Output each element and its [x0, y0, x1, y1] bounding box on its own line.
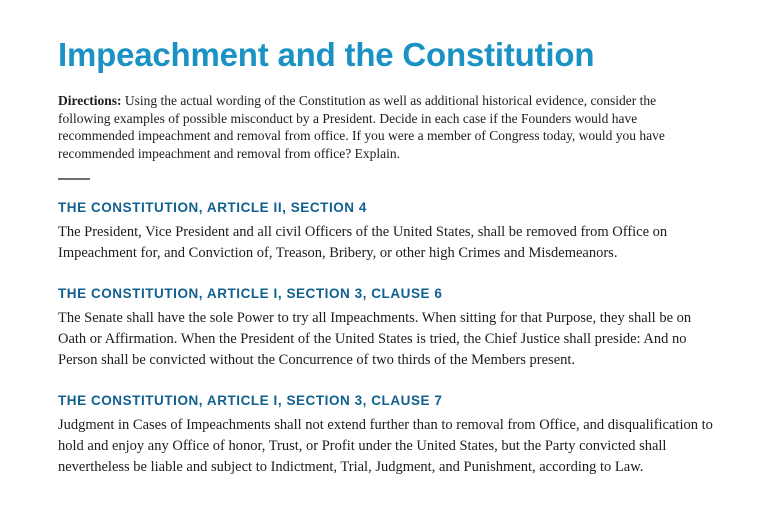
section-body: Judgment in Cases of Impeachments shall not extend further than to removal from Office, and disqualification to hold and enjoy any Office of honor, Trust, or Profit under the United States, but the Party convicted shall nevertheless be liable and subject to Indictment, Trial, Judgment, and Punishment, according to Law.	[58, 417, 713, 475]
section-body: The Senate shall have the sole Power to try all Impeachments. When sitting for that Purpose, they shall be on Oath or Affirmation. When the President of the United States is tried, the Chief Justice shall preside: And no Person shall be convicted without the Concurrence of two thirds of the Members present.	[58, 310, 692, 368]
section-body: The President, Vice President and all civil Officers of the United States, shall be removed from Office on Impeachment for, and Conviction of, Treason, Bribery, or other high Crimes and Misdemeanors.	[58, 224, 668, 261]
page-title: Impeachment and the Constitution	[58, 36, 595, 73]
constitution-section	[58, 200, 724, 264]
directions-paragraph	[58, 92, 678, 162]
section-heading: THE CONSTITUTION, ARTICLE I, SECTION 3, CLAUSE 7	[58, 393, 443, 408]
divider-rule	[58, 178, 90, 180]
constitution-section	[58, 393, 724, 478]
directions-text: Using the actual wording of the Constitution as well as additional historical evidence, consider the following examples of possible misconduct by a President. Decide in each case if the Founders would have recommended impeachment and removal from office. If you were a member of Congress today, would you have recommended impeachment and removal from office? Explain.	[58, 93, 665, 161]
section-heading: THE CONSTITUTION, ARTICLE II, SECTION 4	[58, 200, 367, 215]
directions-label: Directions:	[58, 93, 122, 108]
section-heading: THE CONSTITUTION, ARTICLE I, SECTION 3, CLAUSE 6	[58, 286, 443, 301]
constitution-section	[58, 286, 724, 371]
